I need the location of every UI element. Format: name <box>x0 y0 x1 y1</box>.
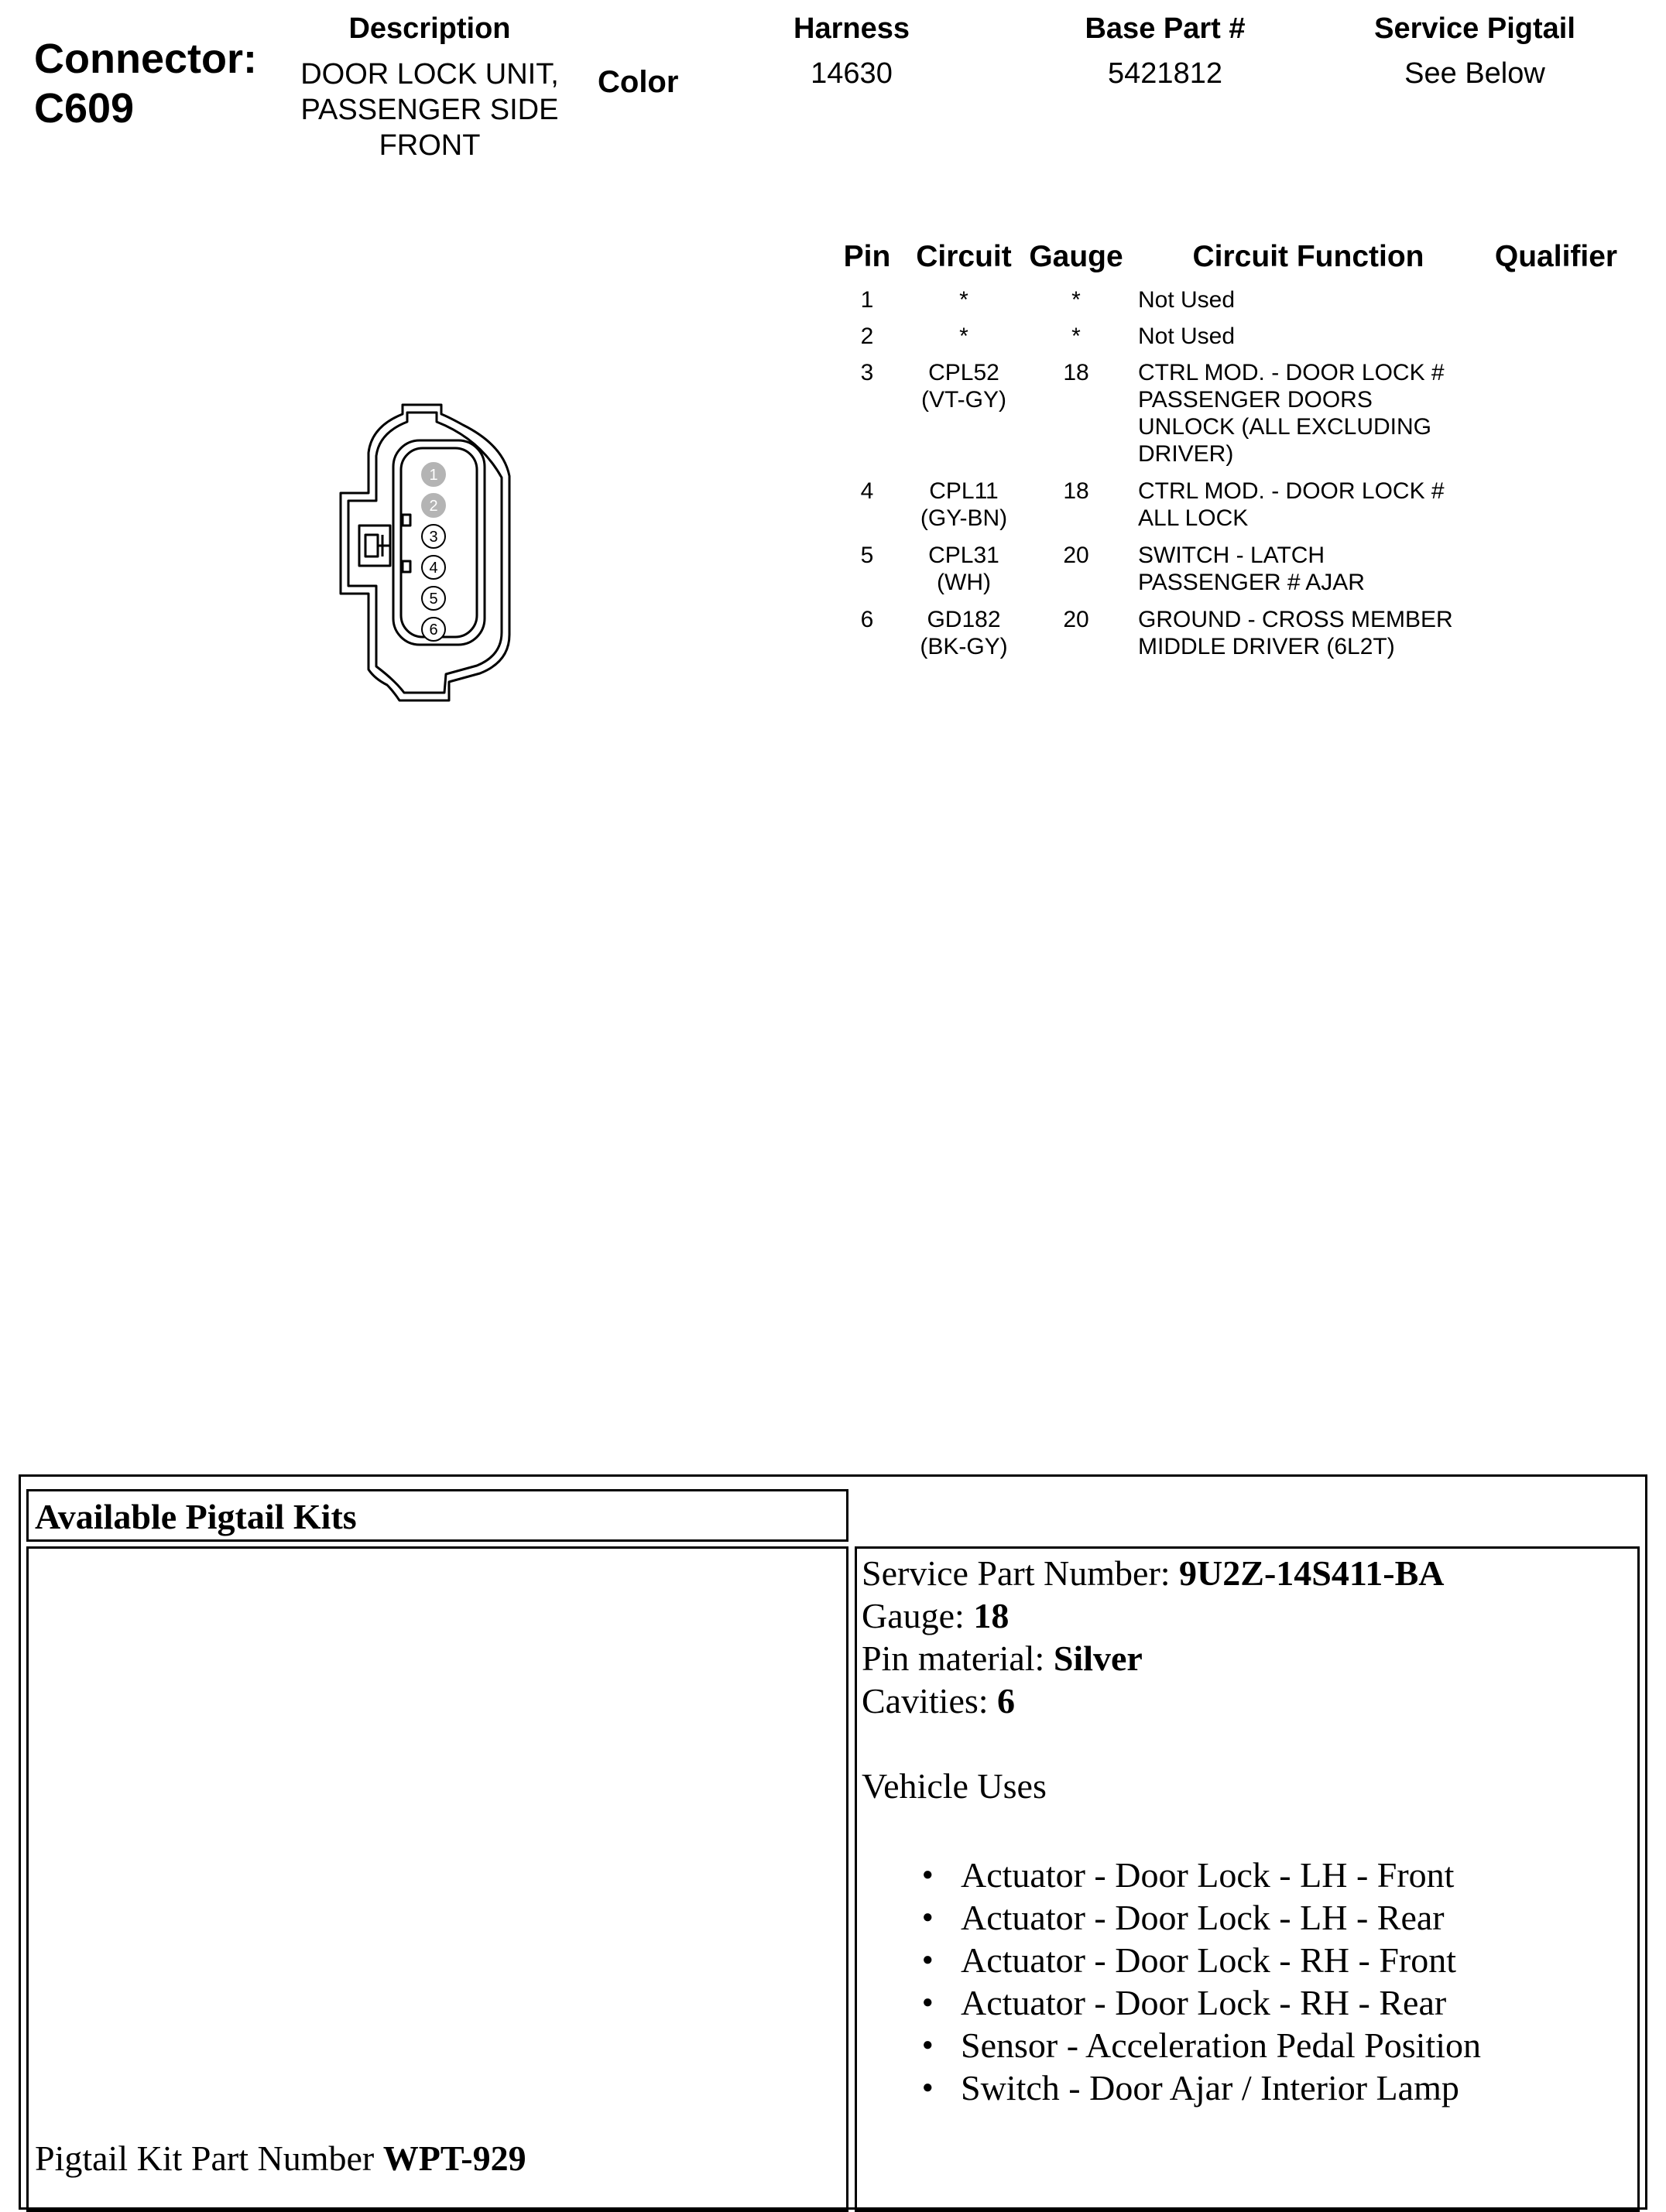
connector-face-diagram <box>325 391 526 716</box>
cavities-label: Cavities: <box>862 1681 998 1721</box>
circuit-line: CPL52 <box>928 360 999 385</box>
base-part-header: Base Part # <box>1085 12 1246 45</box>
col-gauge: Gauge <box>1029 240 1123 273</box>
base-part-value: 5421812 <box>1108 57 1222 90</box>
pin-number: 2 <box>429 498 438 515</box>
circuit-line: CPL11 <box>929 478 999 504</box>
list-item: ● Actuator - Door Lock - RH - Front <box>922 1939 1628 1981</box>
circuit-cell <box>910 606 1018 660</box>
pin-cavity-6 <box>422 618 445 641</box>
gauge <box>862 1594 1628 1637</box>
gauge-cell: 18 <box>1063 360 1089 385</box>
table-row <box>836 359 1649 478</box>
pin-cell: 6 <box>860 607 874 632</box>
table-row <box>836 542 1649 606</box>
pin-cell: 5 <box>860 543 874 568</box>
pin-table <box>836 240 1649 670</box>
circuit-line: * <box>959 287 968 313</box>
circuit-line: * <box>959 324 968 349</box>
pin-cell: 4 <box>860 478 874 504</box>
kit-part-number <box>35 2137 526 2179</box>
pin-cell: 1 <box>860 287 874 313</box>
circuit-cell <box>910 323 1018 350</box>
service-part-label: Service Part Number: <box>862 1553 1180 1593</box>
function-line: MIDDLE DRIVER (6L2T) <box>1138 634 1395 659</box>
list-item: ● Actuator - Door Lock - LH - Rear <box>922 1896 1628 1939</box>
pin-cavity-5 <box>422 587 445 610</box>
pin-material-value: Silver <box>1053 1638 1143 1678</box>
gauge-label: Gauge: <box>862 1596 974 1635</box>
circuit-line: (VT-GY) <box>921 387 1006 413</box>
function-cell <box>1138 606 1510 660</box>
pin-cell: 2 <box>860 324 874 349</box>
description-line: DOOR LOCK UNIT, <box>300 58 559 91</box>
gauge-cell: * <box>1071 287 1081 313</box>
pigtail-image-cell <box>26 1546 848 2212</box>
gauge-value: 18 <box>973 1596 1010 1635</box>
service-part-number <box>862 1552 1628 1594</box>
function-line: SWITCH - LATCH <box>1138 543 1325 568</box>
pigtail-details <box>862 1552 1628 2109</box>
function-line: DRIVER) <box>1138 441 1234 467</box>
list-item: ● Switch - Door Ajar / Interior Lamp <box>922 2066 1628 2109</box>
pin-number: 6 <box>429 621 438 639</box>
kit-part-label: Pigtail Kit Part Number <box>35 2138 383 2178</box>
circuit-cell <box>910 542 1018 596</box>
pin-material <box>862 1637 1628 1680</box>
function-line: PASSENGER # AJAR <box>1138 570 1365 595</box>
service-pigtail-header: Service Pigtail <box>1374 12 1575 45</box>
pin-number: 4 <box>429 560 438 577</box>
cavities-value: 6 <box>997 1681 1016 1721</box>
function-line: CTRL MOD. - DOOR LOCK # <box>1138 478 1445 504</box>
service-part-value: 9U2Z-14S411-BA <box>1179 1553 1445 1593</box>
col-circuit: Circuit <box>916 240 1012 273</box>
table-row <box>836 323 1649 359</box>
col-qualifier: Qualifier <box>1494 240 1618 273</box>
function-line: GROUND - CROSS MEMBER <box>1138 607 1453 632</box>
table-row <box>836 286 1649 323</box>
vehicle-uses-list <box>922 1854 1628 2109</box>
circuit-line: (GY-BN) <box>920 505 1008 531</box>
function-cell <box>1138 478 1510 532</box>
circuit-cell <box>910 478 1018 532</box>
table-row <box>836 606 1649 670</box>
col-circuit-function: Circuit Function <box>1192 240 1424 273</box>
pin-number: 3 <box>429 529 438 546</box>
function-line: ALL LOCK <box>1138 505 1249 531</box>
gauge-cell: * <box>1071 324 1081 349</box>
gauge-cell: 20 <box>1063 607 1089 632</box>
circuit-cell <box>910 359 1018 413</box>
function-line: Not Used <box>1138 324 1236 349</box>
function-line: UNLOCK (ALL EXCLUDING <box>1138 414 1431 440</box>
pigtail-details-cell <box>855 1546 1640 2212</box>
list-item: ● Actuator - Door Lock - RH - Rear <box>922 1981 1628 2024</box>
description-value <box>271 56 588 163</box>
connector-id: C609 <box>34 85 135 132</box>
description-header: Description <box>348 12 511 45</box>
vehicle-uses-label: Vehicle Uses <box>862 1766 1047 1806</box>
pin-cavity-3 <box>422 525 445 548</box>
pin-table-header <box>836 240 1649 286</box>
gauge-cell: 18 <box>1063 478 1089 504</box>
connector-label: Connector: <box>34 36 257 82</box>
circuit-line: CPL31 <box>928 543 999 568</box>
service-pigtail-value: See Below <box>1404 57 1545 90</box>
function-line: CTRL MOD. - DOOR LOCK # <box>1138 360 1445 385</box>
function-line: PASSENGER DOORS <box>1138 387 1373 413</box>
list-item: ● Actuator - Door Lock - LH - Front <box>922 1854 1628 1896</box>
function-cell <box>1138 542 1510 596</box>
function-line: Not Used <box>1138 287 1236 313</box>
list-item: ● Sensor - Acceleration Pedal Position <box>922 2024 1628 2066</box>
pin-number: 5 <box>429 591 438 608</box>
pin-cavity-1 <box>422 463 445 486</box>
connector-title <box>34 34 257 133</box>
circuit-cell <box>910 286 1018 313</box>
pin-cavity-2 <box>422 494 445 517</box>
col-pin: Pin <box>843 240 891 273</box>
pin-number: 1 <box>429 467 438 484</box>
description-line: PASSENGER SIDE <box>300 94 559 126</box>
pin-material-label: Pin material: <box>862 1638 1054 1678</box>
harness-value: 14630 <box>811 57 893 90</box>
circuit-line: (WH) <box>937 570 991 595</box>
circuit-line: GD182 <box>927 607 1001 632</box>
function-cell <box>1138 286 1510 313</box>
description-line: FRONT <box>379 129 481 162</box>
harness-header: Harness <box>794 12 910 45</box>
table-row <box>836 478 1649 542</box>
function-cell <box>1138 323 1510 350</box>
color-header: Color <box>598 65 679 99</box>
kit-part-value: WPT-929 <box>382 2138 526 2178</box>
pigtail-kits-title: Available Pigtail Kits <box>35 1497 357 1536</box>
pigtail-kits-title-cell <box>26 1489 848 1542</box>
function-cell <box>1138 359 1510 467</box>
gauge-cell: 20 <box>1063 543 1089 568</box>
pin-cavity-4 <box>422 556 445 579</box>
pin-cell: 3 <box>860 360 874 385</box>
cavities <box>862 1680 1628 1722</box>
circuit-line: (BK-GY) <box>920 634 1008 659</box>
